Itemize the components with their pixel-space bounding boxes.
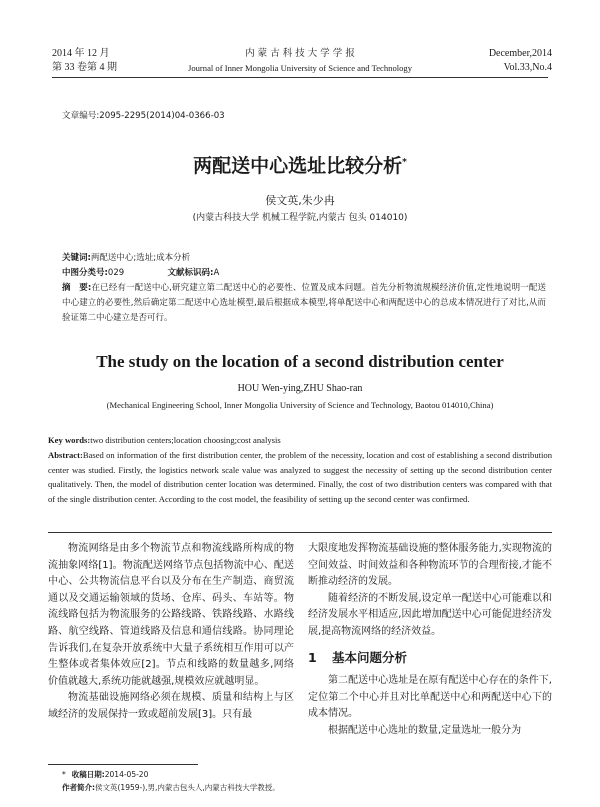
received-label: 收稿日期: <box>71 770 105 779</box>
body-left-para2: 物流基础设施网络必须在规模、质量和结构上与区域经济的发展保持一致或超前发展[3]。只有最 <box>48 692 294 720</box>
title-cn-text: 两配送中心选址比较分析 <box>193 155 403 177</box>
header-volume-en: Vol.33,No.4 <box>503 62 552 73</box>
section-divider <box>48 532 552 533</box>
journal-name-cn: 内 蒙 古 科 技 大 学 学 报 <box>245 48 355 59</box>
abstract-cn-text: 在已经有一配送中心,研究建立第二配送中心的必要性、位置及成本问题。首先分析物流规模经济价值,定性地说明一配送中心建立的必要性,然后确定第二配送中心选址模型,最后根据成本模型,将单配送中心和两配送中心的总成本情况进行了对比,从而验证第二中心建立是否可行。 <box>62 283 546 323</box>
title-footnote-mark: * <box>402 157 407 168</box>
footnote-rule <box>48 764 198 765</box>
keywords-cn-label: 关键词: <box>62 253 91 263</box>
keywords-en-label: Key words: <box>48 435 91 445</box>
received-value: 2014-05-20 <box>104 770 149 779</box>
header-volume: 第 33 卷第 4 期 <box>52 62 117 73</box>
body-right-para3: 第二配送中心选址是在原有配送中心存在的条件下,定位第二个中心并且对比单配送中心和两配送中心下的成本情况。 <box>308 675 552 720</box>
body-right-para2: 随着经济的不断发展,设定单一配送中心可能难以和经济发展水平相适应,因此增加配送中心可能促进经济发展,提高物流网络的经济效益。 <box>308 592 552 637</box>
section-number: 1 <box>308 649 317 665</box>
footnote-author <box>62 781 542 794</box>
author-info-value: 侯文英(1959-),男,内蒙古包头人,内蒙古科技大学教授。 <box>95 783 280 792</box>
abstract-en-label: Abstract: <box>48 450 83 460</box>
header-right <box>489 47 552 75</box>
affiliation-en: (Mechanical Engineering School, Inner Mongolia University of Science and Technology, Baotou 014010,China) <box>106 400 494 410</box>
section-heading <box>308 650 552 667</box>
doc-code-value: A <box>213 268 220 278</box>
footnote-received <box>62 768 542 781</box>
header-left <box>52 47 117 75</box>
body-right-para1: 大限度地发挥物流基础设施的整体服务能力,实现物流的空间效益、时间效益和各种物流环节的合理衔接,才能不断推动经济的发展。 <box>308 543 552 588</box>
abstract-cn <box>62 281 546 326</box>
clc-label: 中图分类号: <box>62 268 108 278</box>
body-right-para4: 根据配送中心选址的数量,定量选址一般分为 <box>328 724 522 736</box>
clc-value: 029 <box>107 268 125 278</box>
author-info-label: 作者简介: <box>62 783 95 792</box>
footnote-mark: * <box>62 770 66 779</box>
abstract-en-text: Based on information of the first distribution center, the problem of the necessity, location and cost of establishing a second distribution center was studied. Firstly, the logistics network scale value was analyzed to suggest the necessity of setting up the second distribution center qualitatively. Then, the model of distribution center location was determined. Finally, the cost of two distribution centers was compared with that of the single distribution center. According to the cost model, the feasibility of setting up the second center was confirmed. <box>48 450 552 504</box>
authors-cn: 侯文英,朱少冉 <box>265 194 335 207</box>
header-date: 2014 年 12 月 <box>52 48 110 59</box>
header-rule <box>52 77 548 78</box>
doc-code-label: 文献标识码: <box>167 268 214 278</box>
abstract-cn-label: 摘 要: <box>62 283 92 293</box>
header-center <box>150 47 450 75</box>
journal-name-en: Journal of Inner Mongolia University of Science and Technology <box>187 63 413 73</box>
keywords-en <box>48 433 552 448</box>
authors-en: HOU Wen-ying,ZHU Shao-ran <box>237 383 363 394</box>
article-number: 文章编号:2095-2295(2014)04-0366-03 <box>62 111 225 121</box>
affiliation-cn: (内蒙古科技大学 机械工程学院,内蒙古 包头 014010) <box>192 213 408 223</box>
footnote <box>62 768 542 794</box>
keywords-cn-text: 两配送中心;选址;成本分析 <box>90 253 191 263</box>
abstract-en <box>48 448 552 506</box>
keywords-cn <box>62 251 552 266</box>
title-cn <box>0 151 600 178</box>
keywords-en-text: two distribution centers;location choosing;cost analysis <box>90 435 281 445</box>
body-right-column <box>308 541 552 740</box>
title-en: The study on the location of a second distribution center <box>96 352 504 371</box>
body-left-column <box>48 541 294 724</box>
header-month-en: December,2014 <box>488 48 552 59</box>
body-left-para1: 物流网络是由多个物流节点和物流线路所构成的物流抽象网络[1]。物流配送网络节点包括物流中心、配送中心、公共物流信息平台以及分布在生产制造、商贸流通以及交通运输领域的货场、仓库、码头、车站等。物流线路包括为物流服务的公路线路、铁路线路、水路线路、航空线路、管道线路及信息和通信线路。协同理论告诉我们,在复杂开放系统中大量子系统相互作用可以产生整体或者集体效应[2]。节点和线路的数量越多,网络价值就越大,系统功能就越强,规模效应就越明显。 <box>48 543 294 687</box>
classification <box>62 266 552 281</box>
section-title: 基本问题分析 <box>332 649 408 665</box>
